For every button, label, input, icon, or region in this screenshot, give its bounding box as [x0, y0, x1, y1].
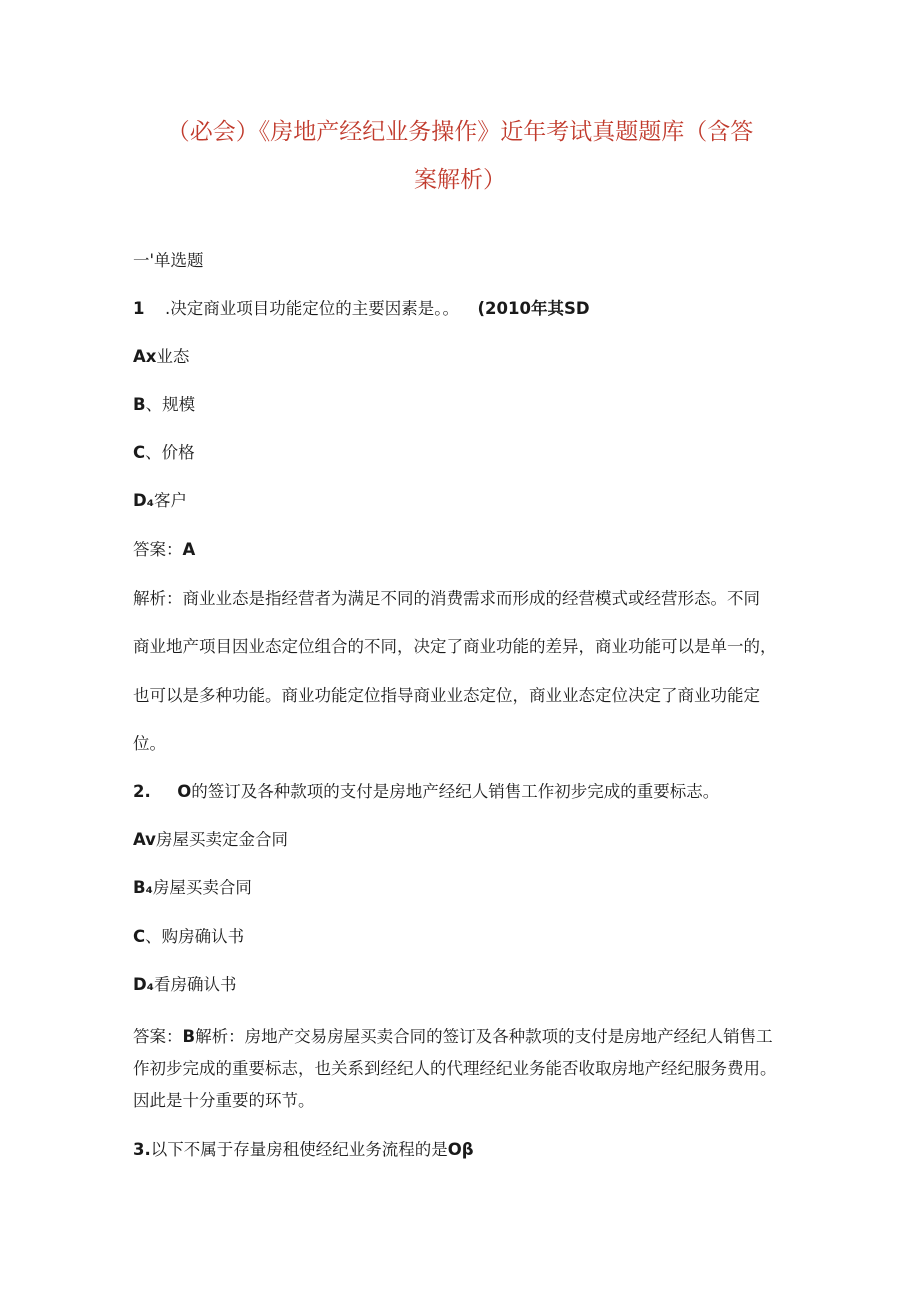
question-2-option-b	[133, 877, 252, 899]
question-1-option-b	[133, 394, 195, 416]
question-1-analysis-line-1: 解析：商业业态是指经营者为满足不同的消费需求而形成的经营模式或经营形态。不同	[133, 589, 760, 608]
answer-value: A	[182, 540, 196, 559]
option-label: C	[133, 443, 146, 462]
answer-value: B	[182, 1027, 196, 1046]
option-text: 房屋买卖定金合同	[155, 830, 288, 849]
question-1-stem	[133, 298, 590, 320]
option-text: 客户	[153, 491, 187, 510]
question-2-stem	[133, 781, 719, 803]
option-label: Av	[133, 830, 156, 849]
question-2-blank: O	[177, 782, 192, 801]
question-2-analysis-line-3: 因此是十分重要的环节。	[133, 1091, 315, 1110]
question-3-tail: Oβ	[447, 1140, 474, 1159]
question-2-answer-analysis-line-1	[133, 1026, 773, 1048]
question-2-option-c	[133, 926, 244, 948]
option-text: 房屋买卖合同	[152, 878, 252, 897]
analysis-text: 解析：房地产交易房屋买卖合同的签订及各种款项的支付是房地产经纪人销售工	[195, 1027, 773, 1046]
option-label: C	[133, 927, 146, 946]
question-2-analysis-line-2: 作初步完成的重要标志，也关系到经纪人的代理经纪业务能否收取房地产经纪服务费用。	[133, 1059, 777, 1078]
option-text: 、规模	[145, 395, 196, 414]
question-3-stem	[133, 1139, 474, 1161]
option-label: D₄	[133, 491, 154, 510]
question-2-number: 2.	[133, 782, 151, 801]
question-2-option-a	[133, 829, 288, 851]
question-1-option-d	[133, 490, 187, 512]
section-heading: 一'单选题	[133, 251, 204, 270]
answer-label: 答案：	[133, 1027, 183, 1046]
question-1-analysis-line-3: 也可以是多种功能。商业功能定位指导商业业态定位，商业业态定位决定了商业功能定	[133, 686, 760, 705]
option-text: 、价格	[145, 443, 195, 462]
question-1-analysis-line-2: 商业地产项目因业态定位组合的不同，决定了商业功能的差异，商业功能可以是单一的，	[133, 637, 777, 656]
answer-label: 答案：	[133, 540, 183, 559]
question-1-analysis-line-4: 位。	[133, 734, 166, 753]
option-text: 业态	[156, 347, 190, 366]
question-3-text: 以下不属于存量房租使经纪业务流程的是	[150, 1140, 448, 1159]
option-label: Ax	[133, 347, 157, 366]
option-label: B	[133, 395, 146, 414]
document-title-line-2: 案解析）	[414, 167, 506, 193]
question-2-text: 的签订及各种款项的支付是房地产经纪人销售工作初步完成的重要标志。	[191, 782, 720, 801]
question-1-option-c	[133, 442, 195, 464]
question-1-text: .决定商业项目功能定位的主要因素是。。	[164, 299, 459, 318]
document-title-line-1: （必会）《房地产经纪业务操作》近年考试真题题库（含答	[166, 119, 754, 145]
question-1-answer	[133, 539, 195, 561]
question-3-number: 3.	[133, 1140, 151, 1159]
option-label: B₄	[133, 878, 153, 897]
question-1-option-a	[133, 346, 189, 368]
question-1-year: (2010年其SD	[477, 299, 590, 318]
option-text: 、购房确认书	[145, 927, 245, 946]
question-2-option-d	[133, 974, 236, 996]
option-label: D₄	[133, 975, 154, 994]
option-text: 看房确认书	[153, 975, 237, 994]
question-1-number: 1	[133, 299, 145, 318]
